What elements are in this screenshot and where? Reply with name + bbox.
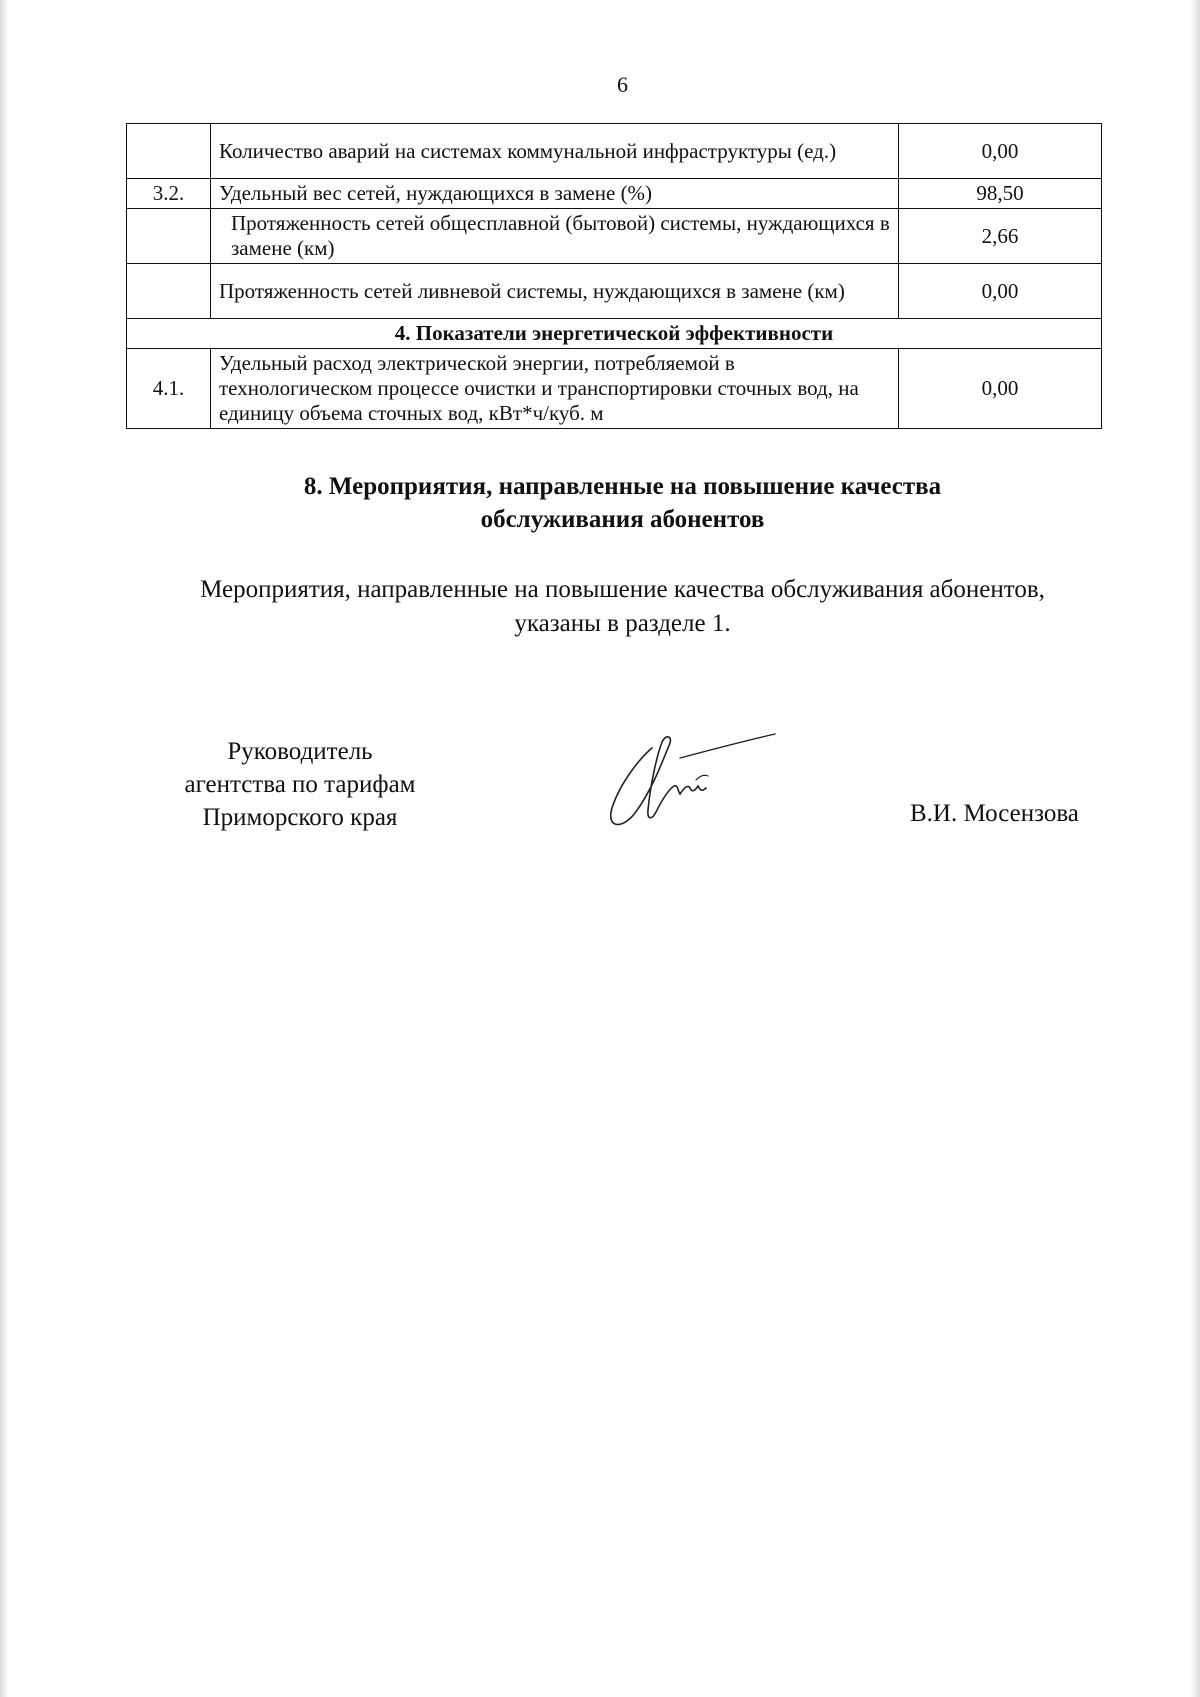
section-text-line: указаны в разделе 1. [514, 610, 731, 637]
table-row [127, 179, 1102, 209]
indicators-table [126, 123, 1102, 429]
section-8-text [100, 573, 1145, 641]
table-row [127, 349, 1102, 429]
table-row [127, 264, 1102, 319]
section-title-line: обслуживания абонентов [480, 506, 765, 533]
signatory-name: В.И. Мосензова [910, 800, 1079, 827]
section-header: 4. Показатели энергетической эффективности [127, 319, 1102, 349]
position-line: агентства по тарифам [184, 771, 416, 798]
signatory-position [140, 735, 460, 834]
position-line: Приморского края [202, 804, 398, 831]
row-number: 4.1. [127, 349, 211, 429]
section-8-title [0, 470, 1200, 536]
position-line: Руководитель [227, 738, 373, 765]
row-number [127, 264, 211, 319]
table-row [127, 209, 1102, 264]
row-number [127, 124, 211, 179]
row-text: Протяженность сетей ливневой системы, нуждающихся в замене (км) [211, 264, 899, 319]
row-text: Количество аварий на системах коммунальной инфраструктуры (ед.) [211, 124, 899, 179]
handwritten-signature [600, 728, 800, 838]
row-number [127, 209, 211, 264]
row-value: 0,00 [899, 264, 1102, 319]
page-number: 6 [617, 72, 628, 97]
row-number: 3.2. [127, 179, 211, 209]
scan-edge-right [1190, 0, 1200, 1697]
scan-edge-left [0, 0, 8, 1697]
section-title-line: 8. Мероприятия, направленные на повышение качества [303, 473, 942, 500]
row-value: 98,50 [899, 179, 1102, 209]
row-text: Удельный вес сетей, нуждающихся в замене (%) [211, 179, 899, 209]
table-row [127, 124, 1102, 179]
row-value: 0,00 [899, 349, 1102, 429]
table-section-row [127, 319, 1102, 349]
row-text: Протяженность сетей общесплавной (бытовой) системы, нуждающихся в замене (км) [211, 209, 899, 264]
row-text: Удельный расход электрической энергии, потребляемой в технологическом процессе очистки и транспортировки сточных вод, на единицу объема сточных вод, кВт*ч/куб. м [211, 349, 899, 429]
section-text-line: Мероприятия, направленные на повышение качества обслуживания абонентов, [200, 576, 1045, 603]
row-value: 0,00 [899, 124, 1102, 179]
row-value: 2,66 [899, 209, 1102, 264]
